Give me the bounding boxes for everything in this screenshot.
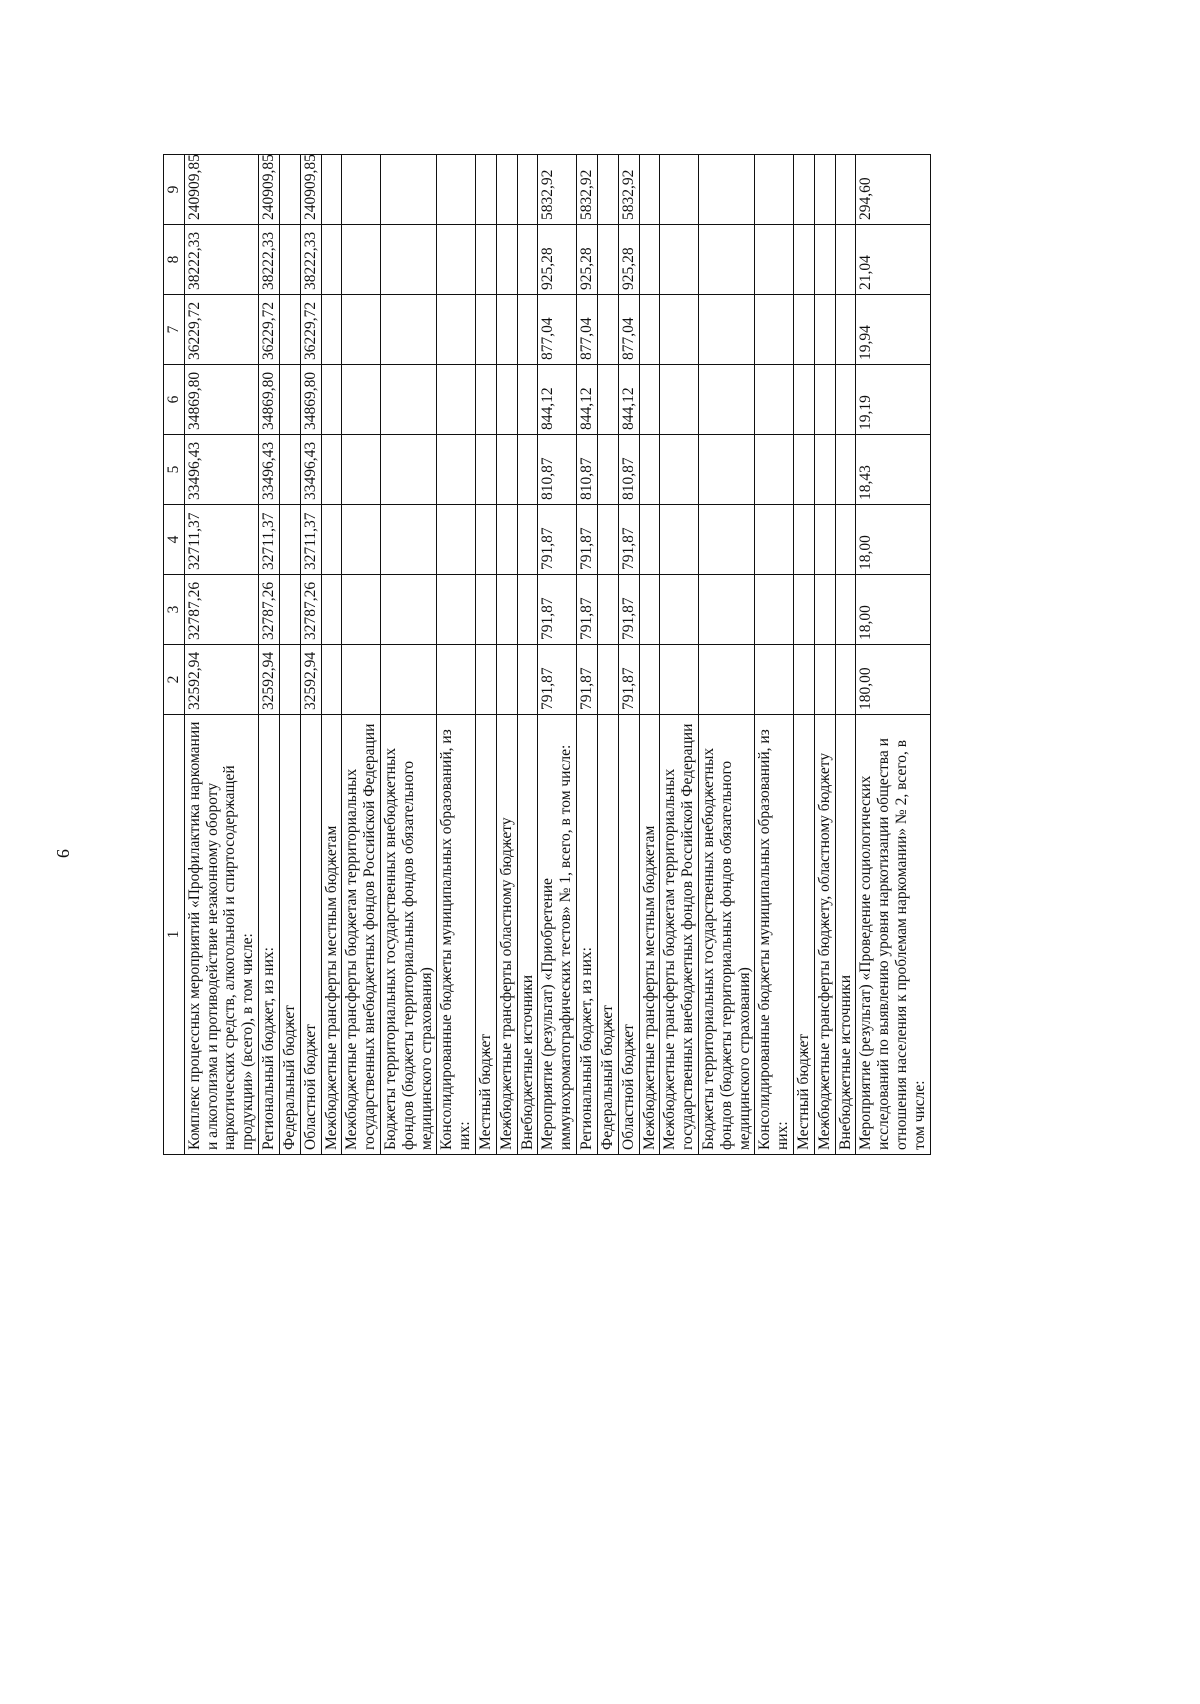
table-row bbox=[794, 155, 815, 1155]
value-cell bbox=[597, 645, 618, 715]
value-cell bbox=[814, 505, 835, 575]
value-cell bbox=[755, 295, 794, 365]
value-cell bbox=[342, 365, 381, 435]
value-cell bbox=[496, 505, 517, 575]
value-cell bbox=[437, 155, 476, 225]
row-label-cell: Межбюджетные трансферты бюджету, областному бюджету bbox=[814, 715, 835, 1155]
value-cell bbox=[698, 225, 754, 295]
value-cell: 877,04 bbox=[577, 295, 598, 365]
value-cell: 18,00 bbox=[856, 575, 930, 645]
row-label-cell: Местный бюджет bbox=[794, 715, 815, 1155]
value-cell bbox=[279, 365, 300, 435]
value-cell bbox=[814, 435, 835, 505]
value-cell bbox=[660, 155, 699, 225]
value-cell bbox=[279, 645, 300, 715]
value-cell: 844,12 bbox=[538, 365, 577, 435]
row-label-cell: Межбюджетные трансферты местным бюджетам bbox=[639, 715, 660, 1155]
value-cell bbox=[794, 155, 815, 225]
value-cell bbox=[517, 645, 538, 715]
value-cell bbox=[342, 295, 381, 365]
value-cell bbox=[660, 575, 699, 645]
value-cell bbox=[660, 435, 699, 505]
value-cell: 34869,80 bbox=[259, 365, 280, 435]
value-cell: 5832,92 bbox=[618, 155, 639, 225]
value-cell bbox=[835, 505, 856, 575]
value-cell: 33496,43 bbox=[259, 435, 280, 505]
value-cell bbox=[814, 155, 835, 225]
column-header: 2 bbox=[164, 645, 185, 715]
row-label-cell: Мероприятие (результат) «Проведение социологических исследований по выявлению уровня наркотизации общества и отношения населения к проблемам наркомании» № 2, всего, в том числе: bbox=[856, 715, 930, 1155]
value-cell: 791,87 bbox=[618, 575, 639, 645]
table-row bbox=[476, 155, 497, 1155]
value-cell: 36229,72 bbox=[184, 295, 258, 365]
value-cell: 21,04 bbox=[856, 225, 930, 295]
value-cell: 791,87 bbox=[618, 505, 639, 575]
value-cell bbox=[476, 365, 497, 435]
value-cell bbox=[698, 505, 754, 575]
value-cell bbox=[660, 225, 699, 295]
value-cell bbox=[380, 505, 436, 575]
value-cell bbox=[597, 155, 618, 225]
value-cell bbox=[496, 225, 517, 295]
value-cell: 32787,26 bbox=[259, 575, 280, 645]
value-cell bbox=[342, 155, 381, 225]
value-cell: 34869,80 bbox=[184, 365, 258, 435]
value-cell bbox=[835, 295, 856, 365]
value-cell: 32787,26 bbox=[184, 575, 258, 645]
value-cell bbox=[794, 225, 815, 295]
value-cell bbox=[698, 155, 754, 225]
column-header: 3 bbox=[164, 575, 185, 645]
row-label-cell: Бюджеты территориальных государственных внебюджетных фондов (бюджеты территориальных фондов обязательного медицинского страхования) bbox=[698, 715, 754, 1155]
value-cell bbox=[755, 155, 794, 225]
column-header: 4 bbox=[164, 505, 185, 575]
value-cell bbox=[794, 365, 815, 435]
value-cell bbox=[597, 295, 618, 365]
table-row bbox=[321, 155, 342, 1155]
table-row bbox=[496, 155, 517, 1155]
value-cell bbox=[437, 645, 476, 715]
value-cell: 34869,80 bbox=[300, 365, 321, 435]
value-cell bbox=[597, 575, 618, 645]
value-cell: 32592,94 bbox=[300, 645, 321, 715]
value-cell bbox=[476, 225, 497, 295]
value-cell bbox=[321, 645, 342, 715]
value-cell: 32592,94 bbox=[259, 645, 280, 715]
value-cell bbox=[639, 575, 660, 645]
table-row bbox=[577, 155, 598, 1155]
value-cell: 925,28 bbox=[538, 225, 577, 295]
value-cell bbox=[814, 295, 835, 365]
value-cell: 844,12 bbox=[577, 365, 598, 435]
table-row bbox=[698, 155, 754, 1155]
table-row bbox=[856, 155, 930, 1155]
value-cell bbox=[279, 575, 300, 645]
value-cell: 877,04 bbox=[618, 295, 639, 365]
value-cell: 180,00 bbox=[856, 645, 930, 715]
value-cell bbox=[321, 435, 342, 505]
value-cell bbox=[437, 435, 476, 505]
value-cell bbox=[755, 225, 794, 295]
budget-table-rotated bbox=[163, 155, 1113, 1155]
row-label-cell: Внебюджетные источники bbox=[517, 715, 538, 1155]
value-cell bbox=[496, 295, 517, 365]
value-cell bbox=[321, 365, 342, 435]
row-label-cell: Федеральный бюджет bbox=[279, 715, 300, 1155]
row-label-cell: Комплекс процессных мероприятий «Профилактика наркомании и алкоголизма и противодействие незаконному обороту наркотических средств, алкогольной и спиртосодержащей продукции» (всего), в том числе: bbox=[184, 715, 258, 1155]
value-cell bbox=[794, 295, 815, 365]
column-header: 7 bbox=[164, 295, 185, 365]
value-cell bbox=[660, 365, 699, 435]
value-cell bbox=[814, 225, 835, 295]
column-header: 1 bbox=[164, 715, 185, 1155]
value-cell bbox=[380, 645, 436, 715]
value-cell: 791,87 bbox=[577, 575, 598, 645]
value-cell bbox=[660, 505, 699, 575]
table-row bbox=[618, 155, 639, 1155]
value-cell bbox=[321, 575, 342, 645]
value-cell bbox=[380, 575, 436, 645]
table-row bbox=[437, 155, 476, 1155]
table-header bbox=[164, 155, 185, 1155]
value-cell bbox=[517, 295, 538, 365]
value-cell: 810,87 bbox=[618, 435, 639, 505]
value-cell: 844,12 bbox=[618, 365, 639, 435]
value-cell bbox=[597, 435, 618, 505]
table-row bbox=[184, 155, 258, 1155]
value-cell bbox=[597, 505, 618, 575]
value-cell bbox=[835, 645, 856, 715]
value-cell bbox=[279, 505, 300, 575]
value-cell bbox=[342, 645, 381, 715]
table-row bbox=[660, 155, 699, 1155]
value-cell bbox=[639, 295, 660, 365]
value-cell bbox=[437, 365, 476, 435]
value-cell bbox=[517, 365, 538, 435]
value-cell: 5832,92 bbox=[538, 155, 577, 225]
table-row bbox=[755, 155, 794, 1155]
value-cell: 810,87 bbox=[538, 435, 577, 505]
value-cell bbox=[437, 575, 476, 645]
value-cell bbox=[814, 365, 835, 435]
value-cell: 925,28 bbox=[618, 225, 639, 295]
value-cell bbox=[639, 645, 660, 715]
value-cell bbox=[814, 645, 835, 715]
value-cell bbox=[755, 505, 794, 575]
row-label-cell: Местный бюджет bbox=[476, 715, 497, 1155]
value-cell bbox=[835, 435, 856, 505]
value-cell bbox=[755, 435, 794, 505]
value-cell: 877,04 bbox=[538, 295, 577, 365]
value-cell bbox=[496, 155, 517, 225]
row-label-cell: Консолидированные бюджеты муниципальных образований, из них: bbox=[437, 715, 476, 1155]
value-cell: 240909,85 bbox=[300, 155, 321, 225]
value-cell: 791,87 bbox=[538, 505, 577, 575]
table-row bbox=[538, 155, 577, 1155]
value-cell bbox=[476, 435, 497, 505]
value-cell bbox=[437, 295, 476, 365]
value-cell bbox=[342, 575, 381, 645]
column-header: 6 bbox=[164, 365, 185, 435]
row-label-cell: Областной бюджет bbox=[300, 715, 321, 1155]
value-cell bbox=[835, 225, 856, 295]
value-cell bbox=[517, 435, 538, 505]
value-cell bbox=[380, 295, 436, 365]
value-cell bbox=[321, 295, 342, 365]
value-cell: 5832,92 bbox=[577, 155, 598, 225]
value-cell bbox=[794, 505, 815, 575]
value-cell bbox=[476, 155, 497, 225]
value-cell bbox=[476, 505, 497, 575]
value-cell bbox=[476, 575, 497, 645]
value-cell bbox=[639, 155, 660, 225]
value-cell bbox=[476, 645, 497, 715]
table-row bbox=[814, 155, 835, 1155]
value-cell: 18,43 bbox=[856, 435, 930, 505]
value-cell bbox=[639, 505, 660, 575]
value-cell: 19,94 bbox=[856, 295, 930, 365]
value-cell: 19,19 bbox=[856, 365, 930, 435]
row-label-cell: Мероприятие (результат) «Приобретение иммунохроматографических тестов» № 1, всего, в том числе: bbox=[538, 715, 577, 1155]
value-cell bbox=[321, 505, 342, 575]
value-cell bbox=[639, 225, 660, 295]
value-cell bbox=[835, 365, 856, 435]
value-cell bbox=[698, 575, 754, 645]
value-cell bbox=[380, 435, 436, 505]
value-cell: 38222,33 bbox=[300, 225, 321, 295]
value-cell: 240909,85 bbox=[184, 155, 258, 225]
table-row bbox=[639, 155, 660, 1155]
value-cell bbox=[517, 225, 538, 295]
value-cell: 32711,37 bbox=[259, 505, 280, 575]
value-cell bbox=[437, 505, 476, 575]
value-cell bbox=[279, 435, 300, 505]
column-header: 9 bbox=[164, 155, 185, 225]
value-cell bbox=[698, 295, 754, 365]
value-cell: 791,87 bbox=[538, 575, 577, 645]
row-label-cell: Региональный бюджет, из них: bbox=[259, 715, 280, 1155]
row-label-cell: Консолидированные бюджеты муниципальных образований, из них: bbox=[755, 715, 794, 1155]
value-cell bbox=[321, 225, 342, 295]
value-cell bbox=[517, 155, 538, 225]
value-cell bbox=[496, 645, 517, 715]
value-cell: 38222,33 bbox=[184, 225, 258, 295]
value-cell bbox=[660, 295, 699, 365]
row-label-cell: Межбюджетные трансферты бюджетам территориальных государственных внебюджетных фондов Российской Федерации bbox=[660, 715, 699, 1155]
value-cell: 33496,43 bbox=[300, 435, 321, 505]
value-cell bbox=[698, 435, 754, 505]
value-cell: 791,87 bbox=[618, 645, 639, 715]
value-cell bbox=[279, 155, 300, 225]
value-cell: 36229,72 bbox=[300, 295, 321, 365]
value-cell bbox=[794, 575, 815, 645]
value-cell bbox=[437, 225, 476, 295]
value-cell bbox=[794, 645, 815, 715]
value-cell bbox=[496, 365, 517, 435]
value-cell bbox=[496, 575, 517, 645]
table-row bbox=[259, 155, 280, 1155]
table-row bbox=[279, 155, 300, 1155]
table-row bbox=[342, 155, 381, 1155]
page-number: 9 bbox=[53, 849, 73, 858]
value-cell: 32592,94 bbox=[184, 645, 258, 715]
value-cell: 240909,85 bbox=[259, 155, 280, 225]
value-cell bbox=[794, 435, 815, 505]
value-cell: 32711,37 bbox=[300, 505, 321, 575]
value-cell bbox=[639, 435, 660, 505]
value-cell: 32711,37 bbox=[184, 505, 258, 575]
value-cell bbox=[597, 225, 618, 295]
value-cell bbox=[342, 435, 381, 505]
value-cell bbox=[755, 365, 794, 435]
row-label-cell: Внебюджетные источники bbox=[835, 715, 856, 1155]
value-cell: 18,00 bbox=[856, 505, 930, 575]
value-cell bbox=[698, 365, 754, 435]
value-cell bbox=[517, 575, 538, 645]
row-label-cell: Межбюджетные трансферты областному бюджету bbox=[496, 715, 517, 1155]
row-label-cell: Региональный бюджет, из них: bbox=[577, 715, 598, 1155]
value-cell bbox=[835, 155, 856, 225]
value-cell: 791,87 bbox=[538, 645, 577, 715]
value-cell: 36229,72 bbox=[259, 295, 280, 365]
value-cell bbox=[597, 365, 618, 435]
value-cell bbox=[380, 365, 436, 435]
value-cell bbox=[380, 225, 436, 295]
value-cell bbox=[476, 295, 497, 365]
value-cell: 32787,26 bbox=[300, 575, 321, 645]
value-cell bbox=[279, 225, 300, 295]
value-cell bbox=[835, 575, 856, 645]
value-cell: 791,87 bbox=[577, 505, 598, 575]
value-cell: 925,28 bbox=[577, 225, 598, 295]
table-body bbox=[184, 155, 930, 1155]
row-label-cell: Межбюджетные трансферты бюджетам территориальных государственных внебюджетных фондов Российской Федерации bbox=[342, 715, 381, 1155]
value-cell bbox=[321, 155, 342, 225]
table-row bbox=[517, 155, 538, 1155]
value-cell: 810,87 bbox=[577, 435, 598, 505]
budget-table bbox=[163, 154, 931, 1155]
table-row bbox=[300, 155, 321, 1155]
value-cell: 791,87 bbox=[577, 645, 598, 715]
column-header: 5 bbox=[164, 435, 185, 505]
value-cell bbox=[639, 365, 660, 435]
value-cell bbox=[496, 435, 517, 505]
value-cell bbox=[380, 155, 436, 225]
row-label-cell: Бюджеты территориальных государственных внебюджетных фондов (бюджеты территориальных фондов обязательного медицинского страхования) bbox=[380, 715, 436, 1155]
value-cell bbox=[698, 645, 754, 715]
value-cell bbox=[755, 645, 794, 715]
value-cell bbox=[279, 295, 300, 365]
header-row bbox=[164, 155, 185, 1155]
value-cell bbox=[342, 505, 381, 575]
value-cell bbox=[814, 575, 835, 645]
value-cell bbox=[517, 505, 538, 575]
column-header: 8 bbox=[164, 225, 185, 295]
value-cell: 38222,33 bbox=[259, 225, 280, 295]
row-label-cell: Областной бюджет bbox=[618, 715, 639, 1155]
table-row bbox=[380, 155, 436, 1155]
value-cell bbox=[660, 645, 699, 715]
table-row bbox=[597, 155, 618, 1155]
row-label-cell: Межбюджетные трансферты местным бюджетам bbox=[321, 715, 342, 1155]
table-row bbox=[835, 155, 856, 1155]
value-cell bbox=[342, 225, 381, 295]
value-cell bbox=[755, 575, 794, 645]
value-cell: 33496,43 bbox=[184, 435, 258, 505]
value-cell: 294,60 bbox=[856, 155, 930, 225]
row-label-cell: Федеральный бюджет bbox=[597, 715, 618, 1155]
